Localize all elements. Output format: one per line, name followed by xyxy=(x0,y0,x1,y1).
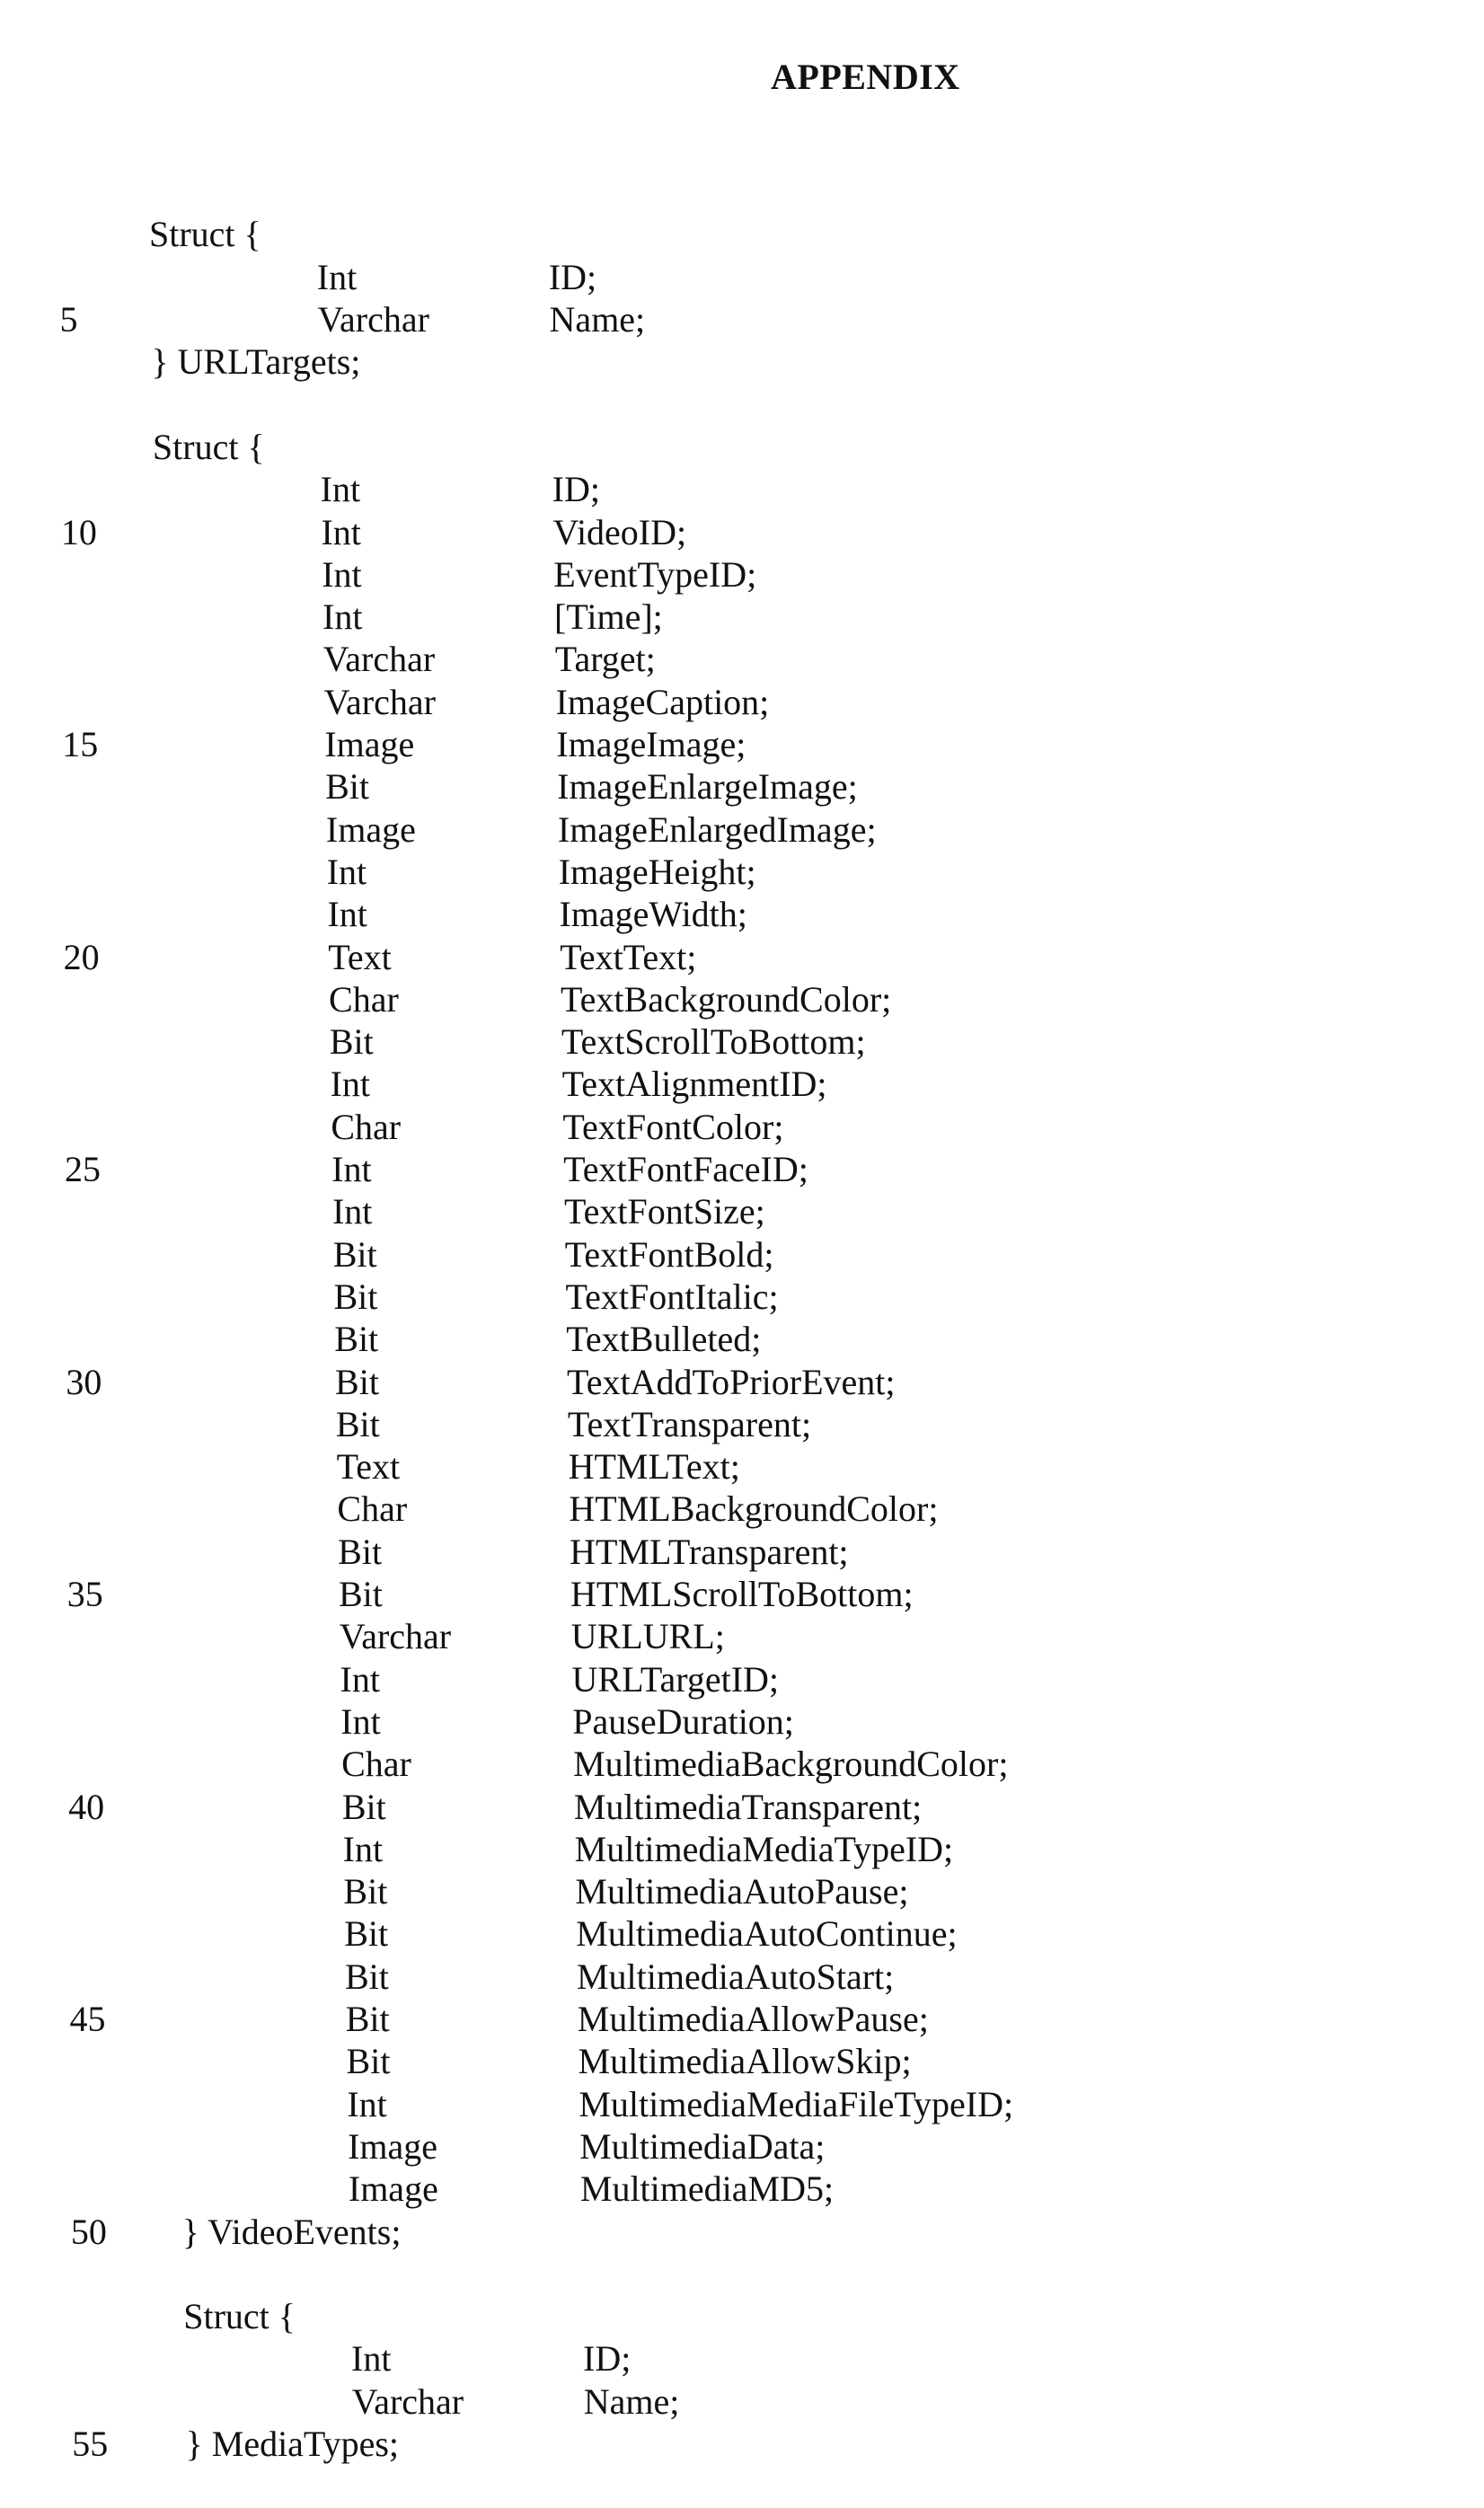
field-type: Int xyxy=(331,1149,372,1189)
field-name: Name; xyxy=(549,299,646,340)
field-type: Bit xyxy=(344,1913,389,1955)
field-name: MultimediaMediaTypeID; xyxy=(574,1828,954,1869)
field-type: Char xyxy=(341,1744,411,1785)
field-name: MultimediaAutoContinue; xyxy=(576,1913,958,1955)
field-type: Int xyxy=(321,511,361,552)
field-name: TextAddToPriorEvent; xyxy=(567,1361,896,1402)
line-number: 5 xyxy=(59,299,78,340)
field-name: TextFontSize; xyxy=(563,1191,765,1232)
line-number: 50 xyxy=(70,2211,107,2252)
field-type: Bit xyxy=(344,1956,389,1997)
field-type: Bit xyxy=(338,1574,383,1614)
line-number: 55 xyxy=(72,2424,109,2464)
line-number: 35 xyxy=(66,1574,103,1614)
struct-name: } MediaTypes; xyxy=(185,2424,400,2464)
field-type: Int xyxy=(327,894,367,935)
line-number: 25 xyxy=(65,1149,101,1189)
field-name: TextFontFaceID; xyxy=(563,1149,808,1189)
field-type: Bit xyxy=(329,1021,374,1063)
field-name: URLURL; xyxy=(570,1616,725,1657)
field-name: ID; xyxy=(583,2338,632,2380)
field-type: Bit xyxy=(343,1871,388,1912)
field-name: TextTransparent; xyxy=(567,1403,812,1444)
field-type: Varchar xyxy=(317,299,429,340)
field-type: Int xyxy=(322,553,362,595)
field-name: URLTargetID; xyxy=(571,1658,780,1700)
field-type: Bit xyxy=(345,1999,390,2039)
field-name: ImageHeight; xyxy=(558,851,756,892)
field-name: MultimediaBackgroundColor; xyxy=(573,1744,1009,1785)
field-type: Char xyxy=(329,978,399,1020)
field-name: MultimediaMD5; xyxy=(579,2168,835,2210)
field-type: Int xyxy=(347,2083,387,2124)
field-name: TextText; xyxy=(560,936,697,977)
field-name: ImageEnlargeImage; xyxy=(557,766,858,808)
field-name: TextFontBold; xyxy=(564,1233,774,1275)
field-name: MultimediaAllowSkip; xyxy=(578,2041,912,2082)
field-type: Int xyxy=(322,596,363,638)
line-number: 15 xyxy=(62,724,99,764)
line-number: 40 xyxy=(68,1786,105,1827)
field-name: TextAlignmentID; xyxy=(561,1064,827,1105)
field-type: Bit xyxy=(332,1233,377,1275)
field-type: Bit xyxy=(338,1531,383,1572)
field-type: Varchar xyxy=(322,639,436,680)
field-type: Bit xyxy=(335,1361,379,1402)
field-type: Int xyxy=(340,1700,381,1742)
field-type: Image xyxy=(348,2125,438,2167)
field-type: Text xyxy=(336,1446,401,1488)
field-type: Bit xyxy=(341,1786,386,1827)
field-name: HTMLText; xyxy=(568,1446,740,1488)
field-type: Bit xyxy=(325,766,370,808)
line-number: 45 xyxy=(69,1999,106,2039)
field-name: PauseDuration; xyxy=(572,1700,794,1742)
line-number: 30 xyxy=(66,1361,102,1402)
field-type: Char xyxy=(331,1106,402,1147)
field-type: Int xyxy=(340,1658,380,1700)
field-name: ImageImage; xyxy=(556,724,746,764)
field-name: MultimediaData; xyxy=(579,2125,826,2167)
field-name: TextScrollToBottom; xyxy=(561,1021,866,1063)
field-name: HTMLTransparent; xyxy=(570,1531,849,1572)
field-name: ID; xyxy=(552,469,600,510)
field-name: Target; xyxy=(554,639,656,680)
field-name: MultimediaAllowPause; xyxy=(577,1999,929,2039)
line-number: 20 xyxy=(63,936,100,977)
field-type: Int xyxy=(330,1064,371,1105)
field-type: Varchar xyxy=(323,681,436,722)
page-title: APPENDIX xyxy=(771,57,960,97)
field-name: ImageCaption; xyxy=(555,681,770,722)
struct-keyword: Struct { xyxy=(183,2296,296,2337)
field-name: [Time]; xyxy=(554,596,663,638)
field-type: Bit xyxy=(335,1403,380,1444)
field-name: EventTypeID; xyxy=(553,553,757,595)
field-name: MultimediaAutoStart; xyxy=(576,1956,895,1997)
field-name: MultimediaMediaFileTypeID; xyxy=(579,2083,1014,2124)
field-name: HTMLScrollToBottom; xyxy=(570,1574,914,1614)
field-name: TextBackgroundColor; xyxy=(561,978,892,1020)
struct-name: } URLTargets; xyxy=(151,341,361,383)
field-type: Int xyxy=(342,1828,384,1869)
field-name: VideoID; xyxy=(552,511,687,552)
field-type: Image xyxy=(348,2168,438,2210)
field-name: TextFontItalic; xyxy=(565,1276,779,1317)
field-type: Bit xyxy=(346,2041,391,2082)
struct-keyword: Struct { xyxy=(152,426,265,467)
field-name: ID; xyxy=(548,256,597,297)
field-type: Varchar xyxy=(351,2380,464,2422)
field-type: Char xyxy=(337,1488,408,1530)
field-name: Name; xyxy=(583,2380,680,2422)
field-type: Int xyxy=(326,851,367,892)
field-type: Text xyxy=(328,936,392,977)
field-type: Int xyxy=(320,469,361,510)
field-name: HTMLBackgroundColor; xyxy=(569,1488,939,1530)
field-type: Varchar xyxy=(339,1616,452,1657)
field-type: Int xyxy=(316,256,358,297)
field-type: Int xyxy=(351,2338,392,2380)
field-type: Int xyxy=(331,1191,373,1232)
line-number: 10 xyxy=(60,511,97,552)
field-name: TextBulleted; xyxy=(566,1319,762,1360)
field-name: MultimediaAutoPause; xyxy=(575,1871,909,1912)
field-type: Bit xyxy=(333,1276,378,1317)
field-name: MultimediaTransparent; xyxy=(573,1786,923,1827)
field-name: ImageWidth; xyxy=(559,894,747,935)
struct-name: } VideoEvents; xyxy=(181,2211,402,2252)
field-name: ImageEnlargedImage; xyxy=(557,808,877,850)
field-name: TextFontColor; xyxy=(562,1106,784,1147)
field-type: Bit xyxy=(334,1319,379,1360)
field-type: Image xyxy=(325,808,416,850)
field-type: Image xyxy=(324,724,415,764)
struct-keyword: Struct { xyxy=(149,214,261,255)
